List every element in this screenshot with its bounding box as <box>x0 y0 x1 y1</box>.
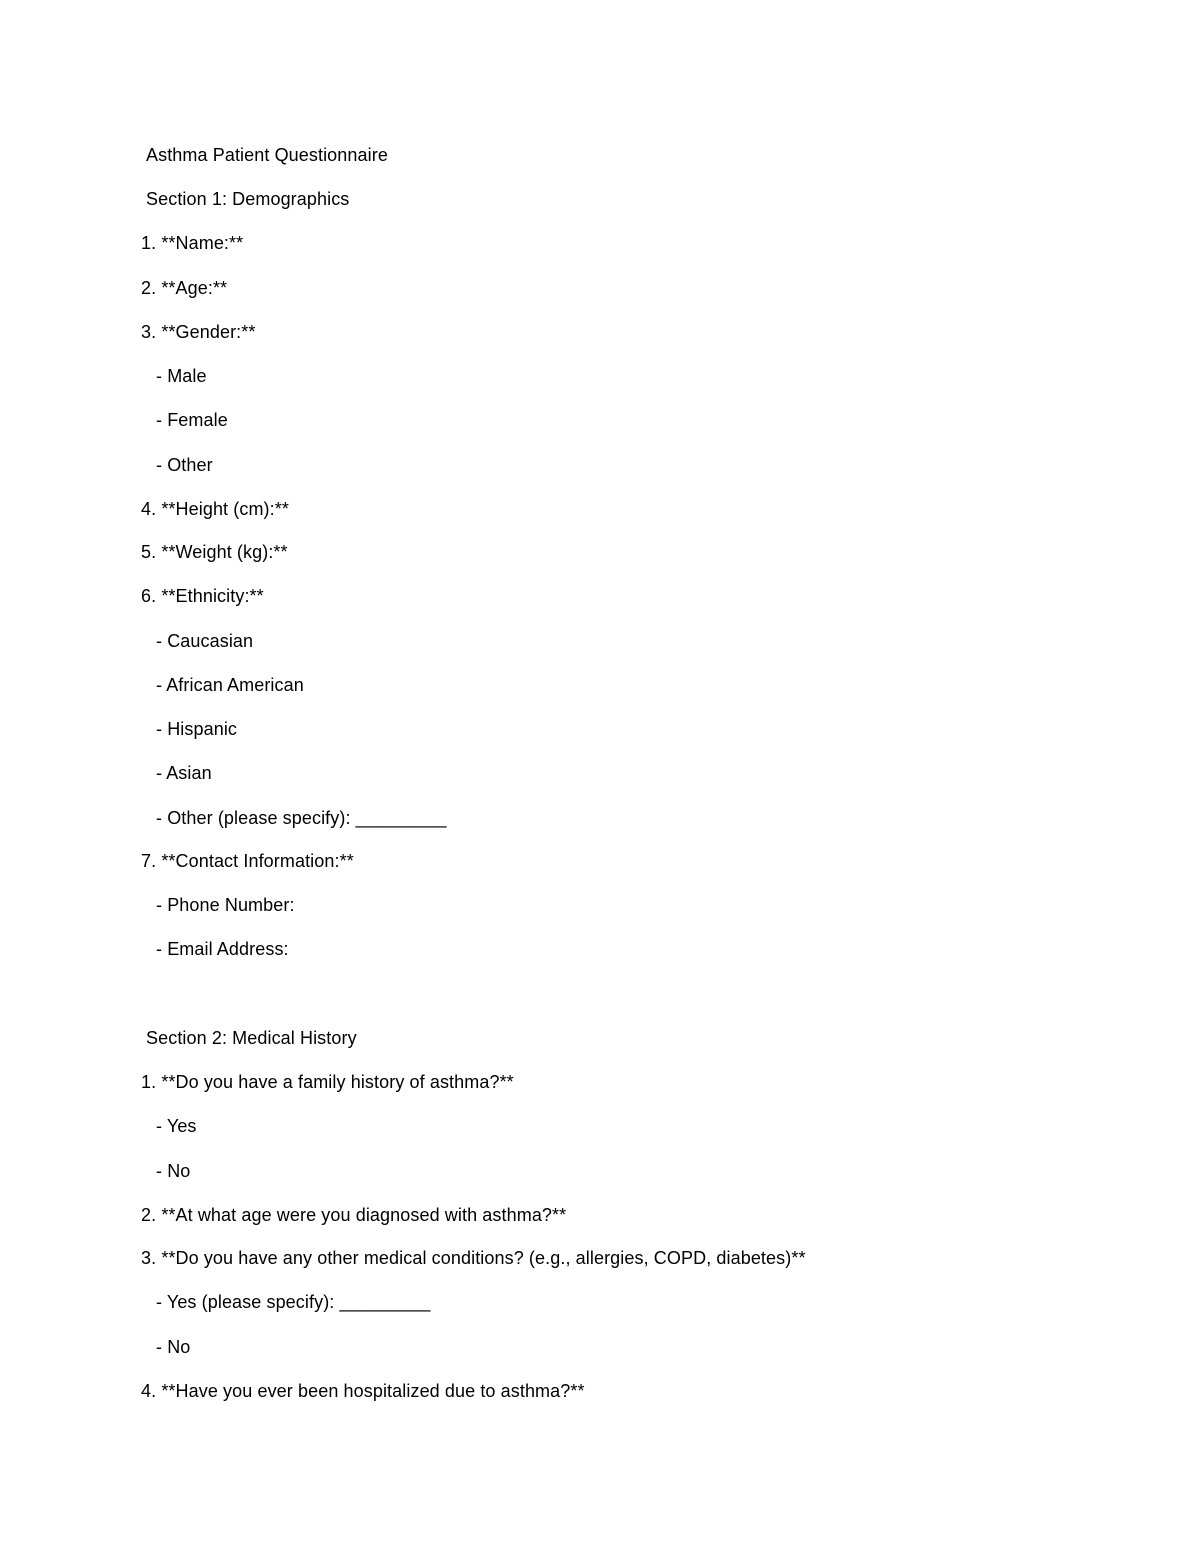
option-no: - No <box>156 1161 191 1181</box>
option-yes: - Yes <box>156 1116 197 1136</box>
section-heading-medical-history: Section 2: Medical History <box>146 1028 357 1048</box>
question-name: 1. **Name:** <box>141 233 244 253</box>
option-hispanic: - Hispanic <box>156 719 238 739</box>
question-ethnicity: 6. **Ethnicity:** <box>141 586 264 606</box>
document-title: Asthma Patient Questionnaire <box>146 145 388 165</box>
question-family-history: 1. **Do you have a family history of asthma?** <box>141 1072 514 1092</box>
question-contact-information: 7. **Contact Information:** <box>141 851 354 871</box>
question-gender: 3. **Gender:** <box>141 322 256 342</box>
question-other-conditions: 3. **Do you have any other medical conditions? (e.g., allergies, COPD, diabetes)** <box>141 1248 806 1268</box>
option-other-specify: - Other (please specify): _________ <box>156 808 447 828</box>
option-no: - No <box>156 1337 191 1357</box>
question-height: 4. **Height (cm):** <box>141 499 289 519</box>
question-weight: 5. **Weight (kg):** <box>141 542 288 562</box>
option-male: - Male <box>156 366 207 386</box>
option-yes-specify: - Yes (please specify): _________ <box>156 1292 431 1312</box>
option-african-american: - African American <box>156 675 304 695</box>
section-heading-demographics: Section 1: Demographics <box>146 189 350 209</box>
field-phone-number: - Phone Number: <box>156 895 295 915</box>
question-hospitalized: 4. **Have you ever been hospitalized due to asthma?** <box>141 1381 585 1401</box>
question-diagnosis-age: 2. **At what age were you diagnosed with asthma?** <box>141 1205 567 1225</box>
question-age: 2. **Age:** <box>141 278 228 298</box>
field-email-address: - Email Address: <box>156 939 289 959</box>
option-caucasian: - Caucasian <box>156 631 254 651</box>
option-female: - Female <box>156 410 228 430</box>
option-other: - Other <box>156 455 213 475</box>
option-asian: - Asian <box>156 763 212 783</box>
